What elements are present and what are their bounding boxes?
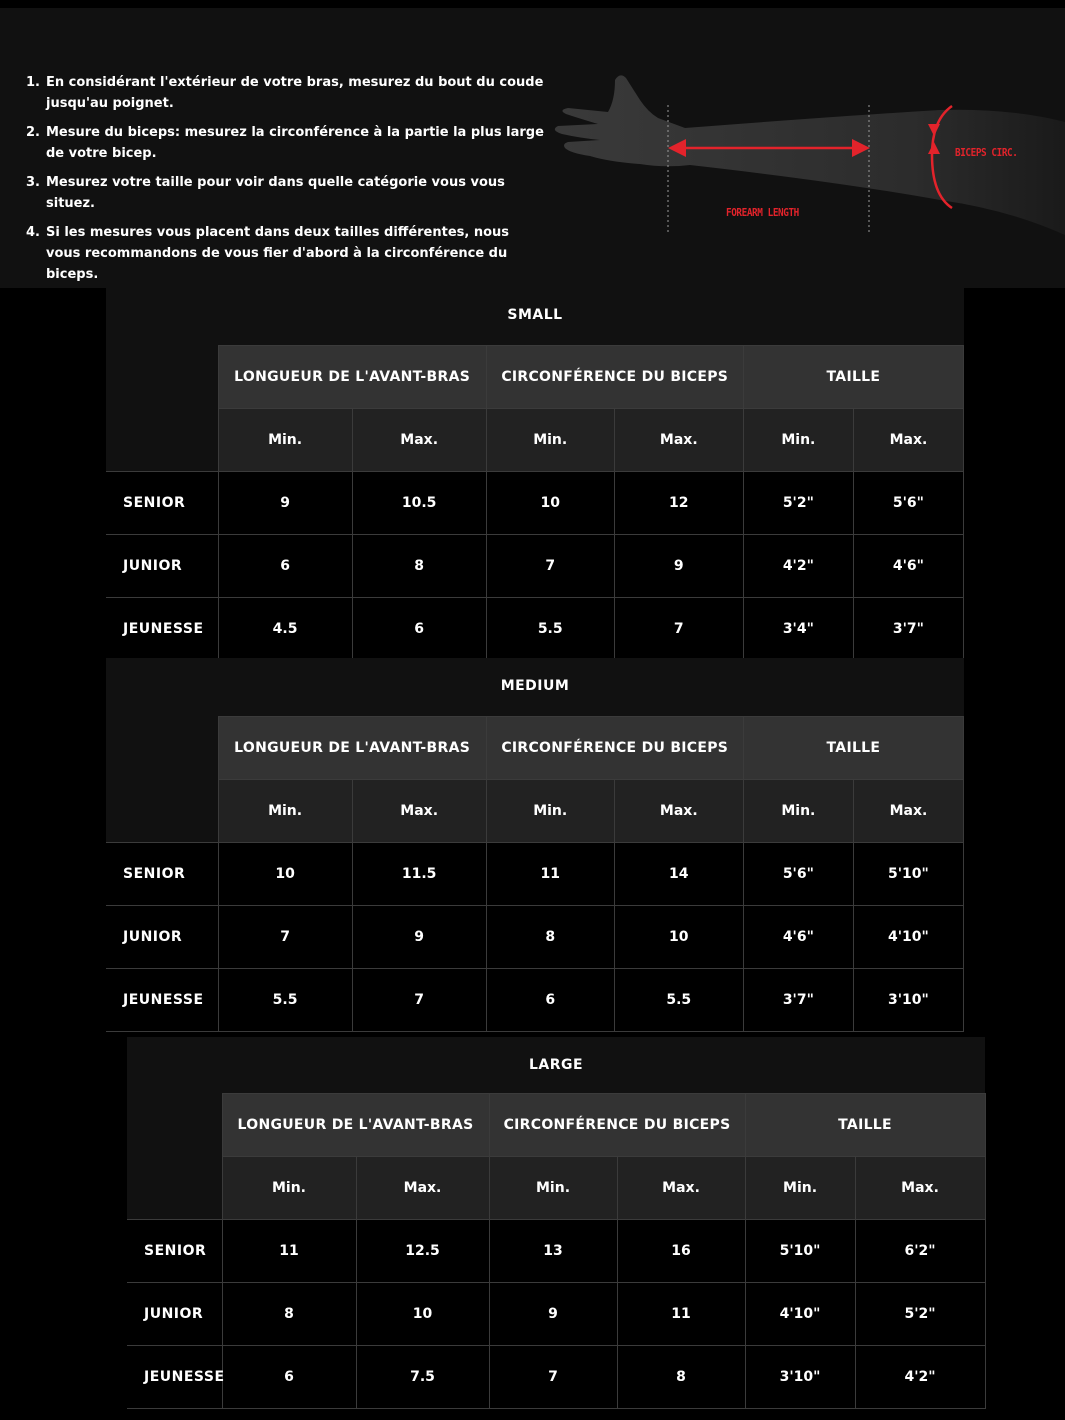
header-biceps: CIRCONFÉRENCE DU BICEPS (489, 1094, 745, 1157)
header-min: Min. (743, 780, 853, 843)
header-forearm: LONGUEUR DE L'AVANT-BRAS (222, 1094, 489, 1157)
table-cell: 11 (486, 843, 614, 906)
header-max: Max. (617, 1157, 745, 1220)
table-cell: 5.5 (614, 969, 743, 1032)
table-cell: 5'2" (743, 472, 853, 535)
size-chart-large (127, 1037, 985, 1407)
measurement-guide (0, 8, 1065, 288)
header-min: Min. (489, 1157, 617, 1220)
header-min: Min. (745, 1157, 855, 1220)
table-cell: 7.5 (356, 1346, 489, 1409)
header-min: Min. (218, 780, 352, 843)
header-max: Max. (352, 409, 486, 472)
table-cell: 4'6" (743, 906, 853, 969)
header-max: Max. (614, 780, 743, 843)
header-min: Min. (486, 409, 614, 472)
row-label: JUNIOR (106, 906, 218, 969)
row-label: JUNIOR (127, 1283, 222, 1346)
table-row (127, 1283, 985, 1346)
table-row (106, 843, 964, 906)
table-row (106, 535, 964, 598)
table-cell: 6 (486, 969, 614, 1032)
row-label: SENIOR (106, 843, 218, 906)
row-label: JUNIOR (106, 535, 218, 598)
table-row (127, 1220, 985, 1283)
table-row (106, 969, 964, 1032)
header-max: Max. (356, 1157, 489, 1220)
header-height: TAILLE (743, 717, 963, 780)
table-cell: 3'7" (853, 598, 963, 661)
table-cell: 4'10" (853, 906, 963, 969)
table-cell: 7 (489, 1346, 617, 1409)
header-forearm: LONGUEUR DE L'AVANT-BRAS (218, 717, 486, 780)
table-cell: 6 (352, 598, 486, 661)
table-cell: 3'4" (743, 598, 853, 661)
table-cell: 6'2" (855, 1220, 985, 1283)
header-min: Min. (218, 409, 352, 472)
size-title: SMALL (507, 307, 563, 323)
header-biceps: CIRCONFÉRENCE DU BICEPS (486, 717, 743, 780)
header-max: Max. (853, 780, 963, 843)
header-forearm: LONGUEUR DE L'AVANT-BRAS (218, 346, 486, 409)
header-min: Min. (743, 409, 853, 472)
size-chart-medium (106, 658, 964, 1028)
biceps-circ-label: BICEPS CIRC. (955, 146, 1018, 159)
table-cell: 5'6" (853, 472, 963, 535)
table-cell: 6 (222, 1346, 356, 1409)
table-cell: 11 (222, 1220, 356, 1283)
table-cell: 5.5 (486, 598, 614, 661)
table-cell: 5'10" (853, 843, 963, 906)
table-cell: 4'10" (745, 1283, 855, 1346)
table-cell: 5'10" (745, 1220, 855, 1283)
size-title: LARGE (528, 1057, 584, 1073)
table-cell: 7 (352, 969, 486, 1032)
table-cell: 7 (486, 535, 614, 598)
table-cell: 10.5 (352, 472, 486, 535)
table-cell: 12.5 (356, 1220, 489, 1283)
table-cell: 6 (218, 535, 352, 598)
row-label: SENIOR (106, 472, 218, 535)
instruction-item: 3. Mesurez votre taille pour voir dans quelle catégorie vous vous situez. (26, 175, 505, 211)
table-cell: 8 (352, 535, 486, 598)
table-cell: 9 (614, 535, 743, 598)
table-cell: 4.5 (218, 598, 352, 661)
table-cell: 16 (617, 1220, 745, 1283)
size-title: MEDIUM (500, 678, 570, 694)
header-biceps: CIRCONFÉRENCE DU BICEPS (486, 346, 743, 409)
header-max: Max. (614, 409, 743, 472)
instruction-item: 4. Si les mesures vous placent dans deux tailles différentes, nous vous recommandons de vous fier d'abord à la circonférence du biceps. (26, 225, 510, 282)
instruction-item: 1. En considérant l'extérieur de votre bras, mesurez du bout du coude jusqu'au poignet. (26, 75, 544, 111)
table-cell: 9 (218, 472, 352, 535)
table-cell: 5'6" (743, 843, 853, 906)
size-chart-small (106, 288, 964, 657)
table-cell: 4'6" (853, 535, 963, 598)
table-cell: 5'2" (855, 1283, 985, 1346)
table-cell: 7 (614, 598, 743, 661)
size-table (106, 716, 964, 1032)
table-cell: 10 (486, 472, 614, 535)
table-row (106, 598, 964, 661)
header-max: Max. (855, 1157, 985, 1220)
table-cell: 3'10" (853, 969, 963, 1032)
arm-diagram (540, 60, 1065, 260)
table-cell: 14 (614, 843, 743, 906)
arm-illustration (540, 60, 1065, 260)
table-cell: 3'10" (745, 1346, 855, 1409)
table-cell: 12 (614, 472, 743, 535)
table-cell: 9 (352, 906, 486, 969)
table-cell: 4'2" (743, 535, 853, 598)
table-cell: 11 (617, 1283, 745, 1346)
table-row (106, 472, 964, 535)
table-cell: 8 (222, 1283, 356, 1346)
forearm-length-label: FOREARM LENGTH (726, 206, 799, 219)
row-label: JEUNESSE (106, 598, 218, 661)
table-cell: 10 (614, 906, 743, 969)
table-cell: 5.5 (218, 969, 352, 1032)
table-cell: 9 (489, 1283, 617, 1346)
instruction-item: 2. Mesure du biceps: mesurez la circonférence à la partie la plus large de votre bicep. (26, 125, 544, 161)
table-cell: 8 (617, 1346, 745, 1409)
table-cell: 8 (486, 906, 614, 969)
table-cell: 4'2" (855, 1346, 985, 1409)
table-cell: 3'7" (743, 969, 853, 1032)
instructions-list (26, 72, 546, 293)
table-cell: 10 (356, 1283, 489, 1346)
size-table (127, 1093, 986, 1409)
table-row (106, 906, 964, 969)
header-height: TAILLE (743, 346, 963, 409)
header-min: Min. (222, 1157, 356, 1220)
header-height: TAILLE (745, 1094, 985, 1157)
table-cell: 13 (489, 1220, 617, 1283)
table-cell: 7 (218, 906, 352, 969)
header-max: Max. (853, 409, 963, 472)
row-label: SENIOR (127, 1220, 222, 1283)
row-label: JEUNESSE (106, 969, 218, 1032)
table-row (127, 1346, 985, 1409)
table-cell: 11.5 (352, 843, 486, 906)
table-cell: 10 (218, 843, 352, 906)
header-max: Max. (352, 780, 486, 843)
row-label: JEUNESSE (127, 1346, 222, 1409)
header-min: Min. (486, 780, 614, 843)
size-table (106, 345, 964, 661)
